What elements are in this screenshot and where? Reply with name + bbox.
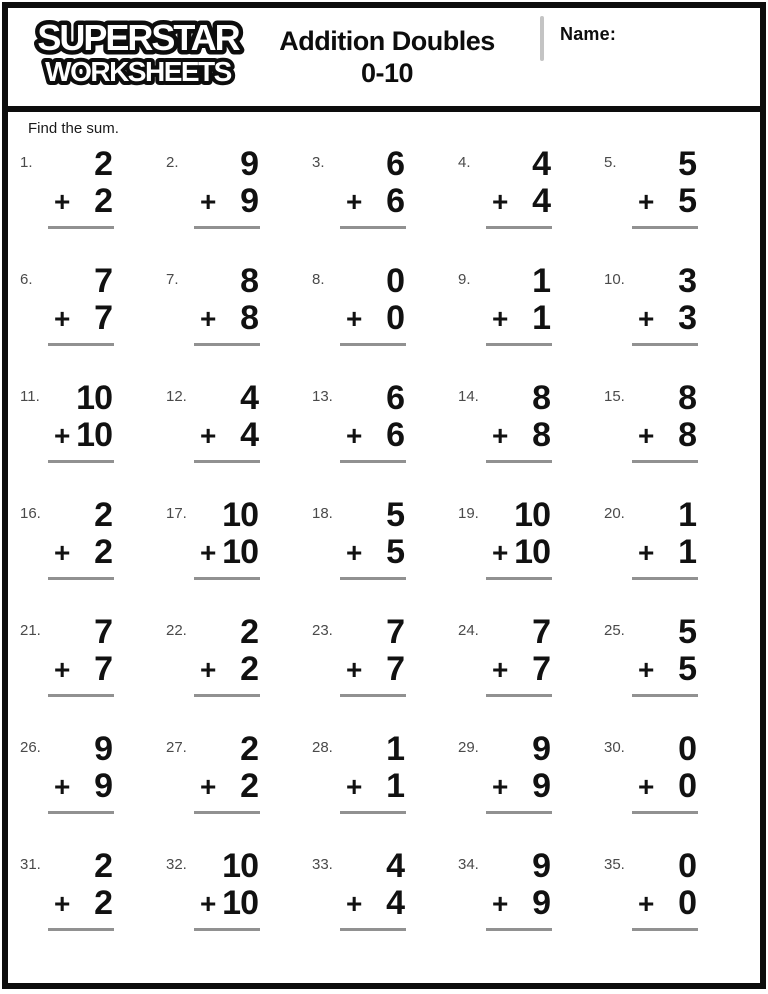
operation-row xyxy=(200,301,258,335)
problem-cell xyxy=(312,260,458,377)
operation-row xyxy=(492,535,550,569)
answer-line xyxy=(632,460,698,463)
bottom-addend: 7 xyxy=(532,650,550,688)
bottom-addend: 6 xyxy=(386,416,404,454)
top-addend: 3 xyxy=(678,262,696,300)
top-addend: 2 xyxy=(94,847,112,885)
answer-line xyxy=(340,694,406,697)
title-line1: Addition Doubles xyxy=(279,26,495,56)
plus-sign: + xyxy=(200,303,216,335)
problem-cell xyxy=(20,143,166,260)
problem-number: 27. xyxy=(166,739,187,756)
top-addend: 2 xyxy=(94,496,112,534)
problem-cell xyxy=(312,845,458,962)
answer-line xyxy=(48,343,114,346)
plus-sign: + xyxy=(200,771,216,803)
problem-number: 20. xyxy=(604,505,625,522)
operation-row xyxy=(346,418,404,452)
bottom-addend: 9 xyxy=(532,884,550,922)
problem-cell xyxy=(604,143,750,260)
logo-line2: WORKSHEETS xyxy=(45,56,231,87)
top-addend: 8 xyxy=(678,379,696,417)
operation-row xyxy=(638,301,696,335)
plus-sign: + xyxy=(200,537,216,569)
problem-number: 32. xyxy=(166,856,187,873)
bottom-addend: 10 xyxy=(222,884,258,922)
answer-line xyxy=(194,928,260,931)
problem-cell xyxy=(604,377,750,494)
bottom-addend: 10 xyxy=(76,416,112,454)
answer-line xyxy=(486,928,552,931)
operation-row xyxy=(492,652,550,686)
problem-cell xyxy=(166,728,312,845)
plus-sign: + xyxy=(54,420,70,452)
plus-sign: + xyxy=(200,186,216,218)
plus-sign: + xyxy=(54,654,70,686)
problem-number: 10. xyxy=(604,271,625,288)
problem-cell xyxy=(166,845,312,962)
answer-line xyxy=(194,460,260,463)
problem-number: 24. xyxy=(458,622,479,639)
plus-sign: + xyxy=(638,303,654,335)
header-divider xyxy=(540,16,544,61)
top-addend: 1 xyxy=(678,496,696,534)
plus-sign: + xyxy=(492,888,508,920)
problem-number: 23. xyxy=(312,622,333,639)
bottom-addend: 7 xyxy=(94,650,112,688)
bottom-addend: 1 xyxy=(532,299,550,337)
problem-cell xyxy=(20,728,166,845)
operation-row xyxy=(346,886,404,920)
top-addend: 5 xyxy=(678,145,696,183)
problem-body xyxy=(54,381,112,463)
bottom-addend: 5 xyxy=(678,182,696,220)
bottom-addend: 1 xyxy=(678,533,696,571)
operation-row xyxy=(54,184,112,218)
logo-line1: SUPERSTAR xyxy=(37,18,239,58)
problem-body xyxy=(200,264,258,346)
problem-body xyxy=(638,849,696,931)
operation-row xyxy=(200,769,258,803)
top-addend: 10 xyxy=(76,379,112,417)
name-label: Name: xyxy=(560,24,617,44)
top-addend: 7 xyxy=(532,613,550,651)
problem-number: 6. xyxy=(20,271,33,288)
problem-body xyxy=(200,849,258,931)
problem-body xyxy=(346,732,404,814)
operation-row xyxy=(200,652,258,686)
problem-body xyxy=(346,147,404,229)
problem-number: 31. xyxy=(20,856,41,873)
title-line2: 0-10 xyxy=(360,57,414,88)
problem-cell xyxy=(458,260,604,377)
problem-body xyxy=(54,264,112,346)
bottom-addend: 4 xyxy=(240,416,258,454)
answer-line xyxy=(340,460,406,463)
operation-row xyxy=(346,769,404,803)
bottom-addend: 2 xyxy=(94,182,112,220)
problem-number: 4. xyxy=(458,154,471,171)
superstar-worksheets-logo xyxy=(8,8,256,99)
answer-line xyxy=(48,460,114,463)
bottom-addend: 2 xyxy=(94,884,112,922)
problem-number: 11. xyxy=(20,388,40,405)
operation-row xyxy=(54,652,112,686)
bottom-addend: 7 xyxy=(386,650,404,688)
operation-row xyxy=(492,886,550,920)
answer-line xyxy=(340,928,406,931)
top-addend: 2 xyxy=(94,145,112,183)
problem-cell xyxy=(312,143,458,260)
problem-cell xyxy=(458,494,604,611)
answer-line xyxy=(340,343,406,346)
top-addend: 0 xyxy=(678,730,696,768)
problem-body xyxy=(346,381,404,463)
problem-number: 1. xyxy=(20,154,33,171)
bottom-addend: 0 xyxy=(386,299,404,337)
bottom-addend: 2 xyxy=(240,650,258,688)
bottom-addend: 10 xyxy=(222,533,258,571)
plus-sign: + xyxy=(638,654,654,686)
problem-number: 22. xyxy=(166,622,187,639)
answer-line xyxy=(194,577,260,580)
top-addend: 4 xyxy=(532,145,550,183)
bottom-addend: 7 xyxy=(94,299,112,337)
top-addend: 8 xyxy=(532,379,550,417)
answer-line xyxy=(194,226,260,229)
problem-body xyxy=(638,264,696,346)
bottom-addend: 5 xyxy=(386,533,404,571)
answer-line xyxy=(48,928,114,931)
bottom-addend: 9 xyxy=(94,767,112,805)
top-addend: 6 xyxy=(386,145,404,183)
answer-line xyxy=(486,460,552,463)
bottom-addend: 9 xyxy=(240,182,258,220)
problem-cell xyxy=(166,494,312,611)
problem-number: 25. xyxy=(604,622,625,639)
problem-number: 15. xyxy=(604,388,625,405)
operation-row xyxy=(200,535,258,569)
top-addend: 10 xyxy=(222,847,258,885)
answer-line xyxy=(486,811,552,814)
plus-sign: + xyxy=(54,888,70,920)
problem-cell xyxy=(604,845,750,962)
problem-body xyxy=(200,615,258,697)
plus-sign: + xyxy=(638,888,654,920)
top-addend: 2 xyxy=(240,613,258,651)
operation-row xyxy=(638,418,696,452)
top-addend: 1 xyxy=(386,730,404,768)
problem-body xyxy=(492,615,550,697)
worksheet-title xyxy=(256,26,518,90)
operation-row xyxy=(638,886,696,920)
plus-sign: + xyxy=(54,537,70,569)
problem-body xyxy=(200,732,258,814)
logo-graphic xyxy=(20,18,256,94)
problem-number: 13. xyxy=(312,388,333,405)
answer-line xyxy=(632,694,698,697)
problem-cell xyxy=(458,143,604,260)
problem-number: 7. xyxy=(166,271,179,288)
problem-cell xyxy=(166,143,312,260)
problem-body xyxy=(638,615,696,697)
answer-line xyxy=(194,811,260,814)
problem-body xyxy=(638,381,696,463)
operation-row xyxy=(638,184,696,218)
problem-cell xyxy=(312,728,458,845)
top-addend: 1 xyxy=(532,262,550,300)
answer-line xyxy=(340,226,406,229)
top-addend: 10 xyxy=(222,496,258,534)
plus-sign: + xyxy=(346,654,362,686)
problem-number: 26. xyxy=(20,739,41,756)
problem-number: 28. xyxy=(312,739,333,756)
problem-cell xyxy=(20,260,166,377)
problem-body xyxy=(638,147,696,229)
answer-line xyxy=(486,694,552,697)
plus-sign: + xyxy=(492,771,508,803)
problem-body xyxy=(346,849,404,931)
problem-number: 16. xyxy=(20,505,41,522)
problem-number: 14. xyxy=(458,388,479,405)
top-addend: 7 xyxy=(94,262,112,300)
problem-cell xyxy=(604,494,750,611)
problem-number: 29. xyxy=(458,739,479,756)
problem-cell xyxy=(312,611,458,728)
problem-cell xyxy=(458,845,604,962)
problem-cell xyxy=(604,728,750,845)
problem-number: 34. xyxy=(458,856,479,873)
operation-row xyxy=(54,769,112,803)
problem-body xyxy=(346,264,404,346)
plus-sign: + xyxy=(346,537,362,569)
answer-line xyxy=(632,226,698,229)
top-addend: 0 xyxy=(678,847,696,885)
problem-body xyxy=(638,732,696,814)
problem-cell xyxy=(166,377,312,494)
operation-row xyxy=(638,535,696,569)
operation-row xyxy=(54,535,112,569)
problem-body xyxy=(54,615,112,697)
bottom-addend: 6 xyxy=(386,182,404,220)
top-addend: 9 xyxy=(532,847,550,885)
bottom-addend: 0 xyxy=(678,884,696,922)
top-addend: 5 xyxy=(386,496,404,534)
plus-sign: + xyxy=(200,888,216,920)
problem-number: 30. xyxy=(604,739,625,756)
problem-cell xyxy=(166,611,312,728)
problem-cell xyxy=(458,611,604,728)
top-addend: 4 xyxy=(386,847,404,885)
answer-line xyxy=(632,343,698,346)
bottom-addend: 9 xyxy=(532,767,550,805)
problem-body xyxy=(492,732,550,814)
problem-cell xyxy=(20,377,166,494)
plus-sign: + xyxy=(54,186,70,218)
plus-sign: + xyxy=(346,771,362,803)
operation-row xyxy=(638,652,696,686)
bottom-addend: 8 xyxy=(240,299,258,337)
plus-sign: + xyxy=(346,303,362,335)
problem-number: 8. xyxy=(312,271,325,288)
problem-body xyxy=(492,849,550,931)
operation-row xyxy=(346,535,404,569)
plus-sign: + xyxy=(54,303,70,335)
answer-line xyxy=(194,694,260,697)
answer-line xyxy=(340,577,406,580)
problem-number: 17. xyxy=(166,505,187,522)
top-addend: 10 xyxy=(514,496,550,534)
operation-row xyxy=(346,184,404,218)
worksheet-content xyxy=(8,112,760,962)
operation-row xyxy=(200,418,258,452)
top-addend: 5 xyxy=(678,613,696,651)
top-addend: 8 xyxy=(240,262,258,300)
top-addend: 4 xyxy=(240,379,258,417)
plus-sign: + xyxy=(492,537,508,569)
answer-line xyxy=(632,811,698,814)
problem-body xyxy=(54,849,112,931)
plus-sign: + xyxy=(492,186,508,218)
top-addend: 9 xyxy=(240,145,258,183)
top-addend: 0 xyxy=(386,262,404,300)
answer-line xyxy=(48,577,114,580)
bottom-addend: 4 xyxy=(532,182,550,220)
problem-body xyxy=(54,732,112,814)
problem-body xyxy=(54,498,112,580)
plus-sign: + xyxy=(638,186,654,218)
problem-body xyxy=(200,498,258,580)
top-addend: 9 xyxy=(532,730,550,768)
problem-number: 9. xyxy=(458,271,471,288)
worksheet-header xyxy=(8,8,760,112)
bottom-addend: 0 xyxy=(678,767,696,805)
problem-body xyxy=(346,498,404,580)
problem-cell xyxy=(604,260,750,377)
operation-row xyxy=(54,301,112,335)
problem-cell xyxy=(458,728,604,845)
operation-row xyxy=(346,652,404,686)
plus-sign: + xyxy=(346,420,362,452)
operation-row xyxy=(54,418,112,452)
problem-body xyxy=(492,498,550,580)
answer-line xyxy=(48,694,114,697)
operation-row xyxy=(492,184,550,218)
top-addend: 7 xyxy=(94,613,112,651)
plus-sign: + xyxy=(346,186,362,218)
answer-line xyxy=(340,811,406,814)
bottom-addend: 1 xyxy=(386,767,404,805)
problem-body xyxy=(54,147,112,229)
operation-row xyxy=(492,301,550,335)
plus-sign: + xyxy=(492,303,508,335)
bottom-addend: 3 xyxy=(678,299,696,337)
instruction-text: Find the sum. xyxy=(28,120,119,137)
problem-cell xyxy=(312,494,458,611)
worksheet-page xyxy=(2,2,766,989)
bottom-addend: 5 xyxy=(678,650,696,688)
problem-cell xyxy=(20,845,166,962)
bottom-addend: 10 xyxy=(514,533,550,571)
problem-cell xyxy=(604,611,750,728)
top-addend: 7 xyxy=(386,613,404,651)
operation-row xyxy=(200,886,258,920)
answer-line xyxy=(632,928,698,931)
operation-row xyxy=(492,769,550,803)
operation-row xyxy=(346,301,404,335)
problem-body xyxy=(346,615,404,697)
plus-sign: + xyxy=(492,654,508,686)
problem-number: 2. xyxy=(166,154,179,171)
problem-number: 35. xyxy=(604,856,625,873)
plus-sign: + xyxy=(638,420,654,452)
problem-cell xyxy=(312,377,458,494)
operation-row xyxy=(638,769,696,803)
problem-number: 3. xyxy=(312,154,325,171)
answer-line xyxy=(48,226,114,229)
answer-line xyxy=(486,343,552,346)
problems-grid xyxy=(20,143,760,962)
plus-sign: + xyxy=(54,771,70,803)
operation-row xyxy=(200,184,258,218)
problem-cell xyxy=(166,260,312,377)
top-addend: 2 xyxy=(240,730,258,768)
bottom-addend: 8 xyxy=(678,416,696,454)
problem-number: 12. xyxy=(166,388,187,405)
problem-cell xyxy=(458,377,604,494)
bottom-addend: 4 xyxy=(386,884,404,922)
plus-sign: + xyxy=(638,537,654,569)
problem-body xyxy=(200,147,258,229)
problem-number: 33. xyxy=(312,856,333,873)
problem-number: 19. xyxy=(458,505,479,522)
plus-sign: + xyxy=(346,888,362,920)
plus-sign: + xyxy=(492,420,508,452)
bottom-addend: 8 xyxy=(532,416,550,454)
problem-cell xyxy=(20,494,166,611)
answer-line xyxy=(48,811,114,814)
operation-row xyxy=(492,418,550,452)
problem-body xyxy=(492,264,550,346)
problem-body xyxy=(492,381,550,463)
problem-cell xyxy=(20,611,166,728)
operation-row xyxy=(54,886,112,920)
answer-line xyxy=(194,343,260,346)
bottom-addend: 2 xyxy=(94,533,112,571)
problem-body xyxy=(492,147,550,229)
problem-number: 18. xyxy=(312,505,333,522)
bottom-addend: 2 xyxy=(240,767,258,805)
answer-line xyxy=(632,577,698,580)
plus-sign: + xyxy=(200,420,216,452)
answer-line xyxy=(486,577,552,580)
answer-line xyxy=(486,226,552,229)
plus-sign: + xyxy=(638,771,654,803)
top-addend: 6 xyxy=(386,379,404,417)
problem-body xyxy=(638,498,696,580)
problem-number: 5. xyxy=(604,154,617,171)
top-addend: 9 xyxy=(94,730,112,768)
problem-number: 21. xyxy=(20,622,41,639)
plus-sign: + xyxy=(200,654,216,686)
problem-body xyxy=(200,381,258,463)
